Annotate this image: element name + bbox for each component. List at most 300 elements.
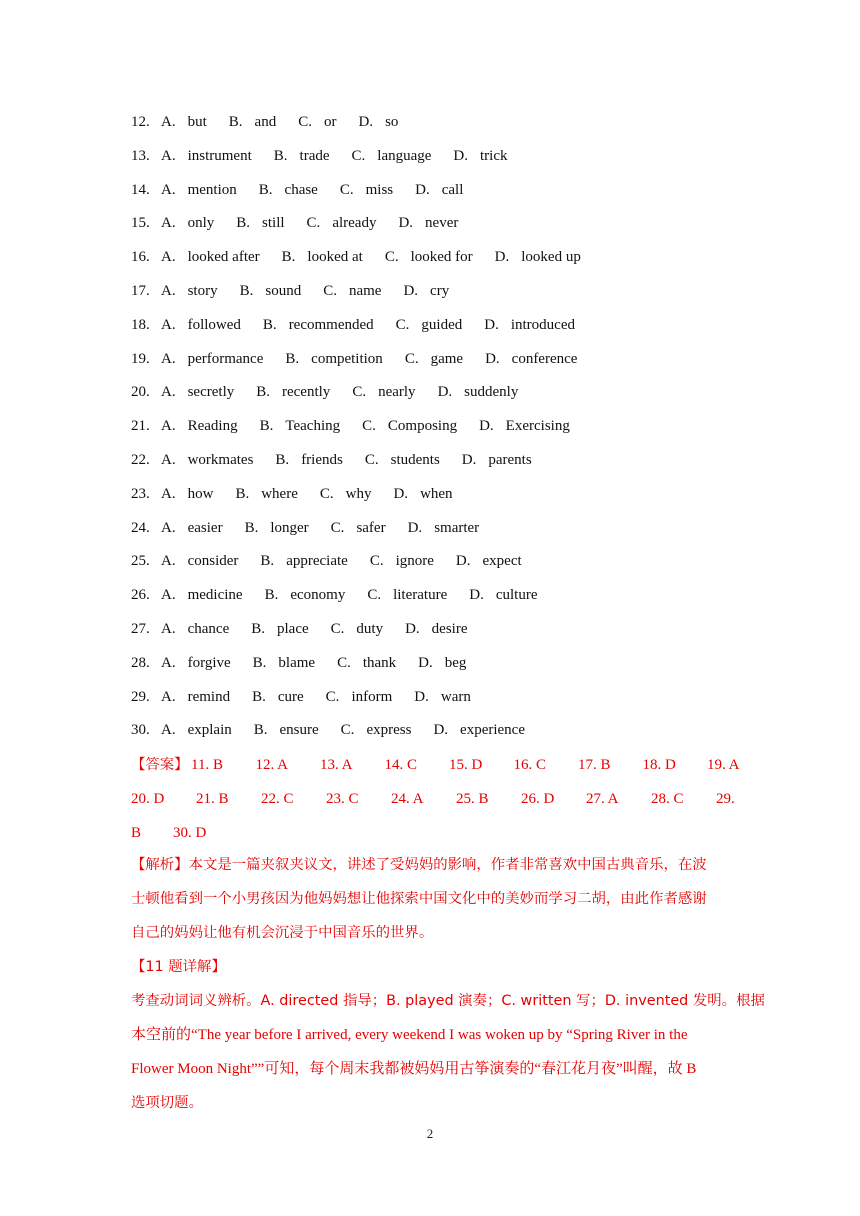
question-option (393, 482, 452, 506)
option-text: students (390, 451, 440, 468)
option-text: desire (431, 620, 468, 637)
question-option (161, 516, 223, 540)
question-option (414, 685, 471, 709)
question-number: 19. (131, 350, 150, 367)
question-option (405, 617, 467, 641)
option-text: introduced (510, 316, 575, 333)
question-option (298, 110, 336, 134)
option-text: nearly (378, 384, 416, 401)
option-letter: D. (415, 181, 430, 198)
option-text: how (187, 485, 214, 502)
question-option (331, 516, 386, 540)
answer-item: 24. A (391, 791, 424, 807)
question-option (352, 380, 415, 404)
option-letter: B. (252, 688, 266, 705)
detail-line: 本空前的“The year before I arrived, every weekend I was woken up by “Spring River in the (131, 1027, 688, 1043)
question-option (485, 347, 577, 371)
answer-item: 13. A (320, 757, 353, 773)
answer-item: 11. B (191, 757, 223, 773)
option-letter: C. (340, 722, 355, 739)
question-option (415, 178, 463, 202)
question-row (131, 211, 751, 245)
option-letter: A. (161, 282, 176, 299)
question-option (251, 617, 308, 641)
option-letter: C. (319, 485, 334, 502)
option-letter: D. (405, 620, 420, 637)
option-letter: B. (285, 350, 300, 367)
option-letter: D. (461, 451, 477, 468)
question-row (131, 617, 751, 651)
option-text: economy (290, 587, 346, 604)
option-text: cure (277, 688, 304, 705)
option-letter: A. (161, 147, 176, 164)
question-number: 21. (131, 418, 150, 435)
question-option (263, 313, 374, 337)
detail-line: 选项切题。 (131, 1095, 203, 1111)
answer-item: 17. B (578, 757, 611, 773)
question-option (245, 516, 309, 540)
option-text: story (187, 282, 218, 299)
question-option (161, 279, 218, 303)
option-text: or (323, 114, 337, 130)
option-text: experience (460, 722, 525, 739)
option-letter: C. (330, 620, 345, 637)
option-letter: D. (407, 519, 423, 536)
question-option (161, 347, 263, 371)
question-option (236, 211, 284, 235)
question-option (161, 245, 260, 269)
option-text: duty (356, 620, 384, 637)
answer-item: 23. C (326, 791, 359, 807)
option-letter: D. (453, 147, 469, 164)
option-text: why (345, 485, 372, 502)
option-text: literature (393, 587, 448, 604)
question-number: 20. (131, 384, 150, 401)
option-letter: B. (235, 485, 250, 502)
option-text: secretly (187, 384, 235, 401)
question-row (131, 110, 751, 144)
option-letter: B. (251, 620, 265, 637)
question-number: 18. (131, 316, 150, 333)
question-option (370, 549, 434, 573)
option-letter: A. (161, 587, 176, 604)
option-text: beg (444, 654, 467, 671)
option-letter: A. (161, 620, 176, 637)
question-option (161, 651, 231, 675)
option-letter: A. (161, 384, 176, 401)
option-letter: D. (414, 688, 429, 705)
option-text: looked up (521, 249, 581, 266)
option-letter: D. (398, 215, 414, 232)
option-text: game (430, 350, 464, 367)
option-text: explain (187, 722, 232, 739)
question-option (256, 380, 330, 404)
question-row (131, 245, 751, 279)
option-letter: B. (262, 316, 277, 333)
option-text: thank (362, 654, 397, 671)
option-text: where (261, 485, 298, 502)
question-number: 28. (131, 654, 150, 671)
option-text: remind (187, 688, 231, 705)
question-row (131, 651, 751, 685)
question-row (131, 380, 751, 414)
question-option (484, 313, 575, 337)
option-letter: C. (298, 114, 312, 130)
option-letter: A. (161, 688, 176, 705)
option-letter: B. (264, 587, 279, 604)
question-row (131, 583, 751, 617)
question-number: 13. (131, 147, 150, 164)
option-text: ensure (279, 722, 319, 739)
option-letter: C. (330, 519, 345, 536)
option-letter: B. (253, 722, 268, 739)
option-letter: A. (161, 553, 176, 570)
option-letter: D. (437, 384, 453, 401)
question-option (358, 110, 398, 134)
option-letter: D. (494, 249, 510, 266)
option-text: miss (365, 181, 394, 198)
answer-line-3 (131, 816, 731, 850)
option-letter: C. (404, 350, 419, 367)
option-text: friends (301, 451, 343, 468)
option-letter: D. (485, 350, 500, 367)
question-row (131, 144, 751, 178)
option-text: guided (421, 316, 463, 333)
option-letter: C. (351, 147, 366, 164)
analysis-section (131, 852, 765, 1124)
answer-item: 18. D (642, 757, 676, 773)
option-letter: D. (433, 722, 449, 739)
answer-item: 28. C (651, 791, 684, 807)
option-letter: A. (161, 654, 176, 671)
option-letter: B. (236, 215, 251, 232)
question-number: 23. (131, 485, 150, 502)
question-option (235, 482, 297, 506)
question-row (131, 516, 751, 550)
option-letter: C. (339, 181, 354, 198)
question-option (456, 549, 522, 573)
question-option (307, 211, 377, 235)
question-number: 30. (131, 722, 150, 739)
option-letter: B. (252, 654, 267, 671)
question-option (161, 718, 232, 742)
option-text: expect (482, 553, 522, 570)
question-option (367, 583, 447, 607)
question-option (253, 651, 315, 675)
answer-item: 19. A (707, 757, 740, 773)
question-number: 12. (131, 114, 150, 130)
option-text: medicine (187, 587, 243, 604)
option-letter: C. (352, 384, 367, 401)
question-option (285, 347, 382, 371)
option-letter: C. (367, 587, 382, 604)
option-text: cry (430, 282, 450, 299)
option-text: chase (284, 181, 318, 198)
answer-item: B (131, 825, 142, 841)
answer-line-1 (131, 748, 740, 782)
option-text: followed (187, 316, 241, 333)
question-row (131, 549, 751, 583)
option-text: already (332, 215, 377, 232)
question-option (320, 482, 372, 506)
question-row (131, 313, 751, 347)
question-row (131, 448, 751, 482)
question-option (479, 414, 570, 438)
option-text: still (262, 215, 285, 232)
option-text: Teaching (285, 418, 341, 435)
question-option (438, 380, 519, 404)
detail-line: Flower Moon Night””可知，每个周末我都被妈妈用古筝演奏的“春江花月夜”叫醒，故 B (131, 1061, 697, 1077)
question-number: 25. (131, 553, 150, 570)
option-letter: D. (455, 553, 471, 570)
option-text: culture (495, 587, 538, 604)
question-option (240, 279, 302, 303)
question-option (161, 144, 252, 168)
option-letter: B. (281, 249, 296, 266)
option-text: recently (282, 384, 331, 401)
option-text: safer (356, 519, 386, 536)
answer-item: 29. (716, 791, 735, 807)
question-option (275, 448, 342, 472)
option-text: and (254, 114, 277, 130)
option-letter: C. (364, 451, 379, 468)
option-letter: B. (275, 451, 290, 468)
option-letter: A. (161, 519, 176, 536)
question-option (462, 448, 532, 472)
option-letter: C. (369, 553, 384, 570)
answer-item: 30. D (173, 825, 207, 841)
option-text: express (366, 722, 412, 739)
question-option (352, 144, 432, 168)
question-option (161, 414, 238, 438)
question-number: 29. (131, 688, 150, 705)
option-text: forgive (187, 654, 231, 671)
question-option (326, 685, 393, 709)
option-letter: A. (161, 451, 176, 468)
option-text: Reading (187, 418, 238, 435)
option-letter: D. (479, 418, 494, 435)
question-number: 27. (131, 620, 150, 637)
answer-line-2 (131, 782, 735, 816)
option-text: never (425, 215, 459, 232)
option-text: recommended (288, 316, 374, 333)
question-option (260, 549, 347, 573)
option-text: warn (440, 688, 471, 705)
question-list (131, 110, 751, 752)
option-text: competition (311, 350, 383, 367)
option-text: smarter (434, 519, 480, 536)
option-letter: C. (325, 688, 340, 705)
analysis-line: 士顿他看到一个小男孩因为他妈妈想让他探索中国文化中的美妙而学习二胡，由此作者感谢 (131, 891, 707, 907)
question-number: 15. (131, 215, 150, 232)
option-text: sound (265, 282, 302, 299)
option-text: looked at (307, 249, 363, 266)
answer-item: 25. B (456, 791, 489, 807)
question-option (260, 414, 341, 438)
question-row (131, 178, 751, 212)
option-text: Composing (387, 418, 458, 435)
question-option (385, 245, 473, 269)
question-number: 14. (131, 181, 150, 198)
option-letter: A. (161, 485, 176, 502)
option-letter: A. (161, 722, 176, 739)
option-letter: B. (259, 418, 274, 435)
option-text: so (385, 114, 399, 130)
question-row (131, 279, 751, 313)
question-option (405, 347, 463, 371)
option-letter: C. (395, 316, 410, 333)
question-option (265, 583, 346, 607)
option-letter: B. (228, 114, 243, 130)
option-text: Exercising (505, 418, 570, 435)
question-option (362, 414, 457, 438)
question-option (337, 651, 396, 675)
option-letter: C. (362, 418, 376, 435)
question-option (161, 482, 213, 506)
option-letter: A. (161, 418, 176, 435)
option-letter: D. (418, 654, 433, 671)
option-text: place (277, 620, 309, 637)
option-text: consider (187, 553, 239, 570)
option-letter: D. (358, 114, 374, 130)
question-option (161, 211, 214, 235)
question-option (495, 245, 581, 269)
option-letter: B. (244, 519, 259, 536)
option-text: ignore (395, 553, 434, 570)
option-letter: A. (161, 350, 176, 367)
analysis-line: 自己的妈妈让他有机会沉浸于中国音乐的世界。 (131, 925, 434, 941)
option-letter: D. (469, 587, 484, 604)
option-letter: A. (161, 181, 176, 198)
question-option (161, 178, 237, 202)
option-text: suddenly (464, 384, 519, 401)
option-text: looked after (187, 249, 260, 266)
option-text: but (187, 114, 207, 130)
option-text: blame (278, 654, 316, 671)
question-option (161, 313, 241, 337)
option-text: call (441, 181, 464, 198)
option-letter: D. (393, 485, 409, 502)
question-option (453, 144, 507, 168)
answer-item: 15. D (449, 757, 483, 773)
analysis-line: 【解析】本文是一篇夹叙夹议文，讲述了受妈妈的影响，作者非常喜欢中国古典音乐，在波 (131, 857, 707, 873)
question-option (323, 279, 381, 303)
question-option (274, 144, 330, 168)
option-text: looked for (410, 249, 473, 266)
question-row (131, 414, 751, 448)
question-option (254, 718, 319, 742)
answer-item: 22. C (261, 791, 294, 807)
question-row (131, 685, 751, 719)
question-number: 26. (131, 587, 150, 604)
detail-line: 考查动词词义辨析。A. directed 指导；B. played 演奏；C. written 写；D. invented 发明。根据 (131, 993, 765, 1009)
question-option (469, 583, 537, 607)
option-text: when (420, 485, 453, 502)
question-option (398, 211, 458, 235)
question-option (341, 718, 412, 742)
question-row (131, 347, 751, 381)
option-text: chance (187, 620, 230, 637)
question-option (433, 718, 525, 742)
question-option (161, 549, 238, 573)
option-text: instrument (187, 147, 252, 164)
question-option (403, 279, 449, 303)
question-option (161, 617, 229, 641)
question-option (331, 617, 383, 641)
option-text: trade (299, 147, 330, 164)
option-letter: B. (258, 181, 273, 198)
option-letter: A. (161, 114, 176, 130)
answer-item: 26. D (521, 791, 555, 807)
question-number: 22. (131, 451, 150, 468)
option-letter: B. (239, 282, 254, 299)
option-letter: C. (323, 282, 337, 299)
answer-item: 27. A (586, 791, 619, 807)
option-letter: A. (161, 316, 176, 333)
option-text: language (377, 147, 432, 164)
option-letter: C. (384, 249, 399, 266)
option-text: mention (187, 181, 237, 198)
question-row (131, 482, 751, 516)
question-option (161, 110, 207, 134)
option-text: trick (480, 147, 508, 164)
answer-label: 【答案】 (131, 757, 189, 773)
option-text: parents (488, 451, 532, 468)
answer-item: 21. B (196, 791, 229, 807)
option-text: appreciate (286, 553, 348, 570)
question-option (161, 583, 243, 607)
page-number: 2 (426, 1126, 434, 1141)
option-letter: C. (306, 215, 321, 232)
option-text: easier (187, 519, 223, 536)
option-text: workmates (187, 451, 254, 468)
question-option (340, 178, 393, 202)
option-text: inform (351, 688, 393, 705)
question-option (408, 516, 480, 540)
option-letter: B. (273, 147, 288, 164)
option-letter: B. (256, 384, 270, 401)
question-option (161, 448, 253, 472)
question-number: 17. (131, 282, 150, 299)
option-letter: A. (161, 215, 176, 232)
option-text: performance (187, 350, 264, 367)
answer-item: 16. C (513, 757, 547, 773)
question-number: 24. (131, 519, 150, 536)
option-letter: A. (161, 249, 176, 266)
question-option (418, 651, 466, 675)
detail-heading: 【11 题详解】 (131, 959, 226, 975)
option-text: name (348, 282, 382, 299)
question-option (282, 245, 363, 269)
question-option (365, 448, 440, 472)
answer-item: 12. A (255, 757, 289, 773)
option-letter: B. (260, 553, 275, 570)
question-number: 16. (131, 249, 150, 266)
answer-section (131, 748, 740, 850)
option-text: conference (511, 350, 578, 367)
option-letter: C. (337, 654, 351, 671)
analysis-label: 【解析】 (131, 857, 189, 873)
question-option (252, 685, 304, 709)
question-option (396, 313, 463, 337)
option-text: only (187, 215, 215, 232)
option-letter: D. (403, 282, 419, 299)
question-option (161, 380, 234, 404)
question-option (259, 178, 318, 202)
answer-item: 14. C (384, 757, 418, 773)
option-text: longer (270, 519, 309, 536)
question-option (161, 685, 230, 709)
